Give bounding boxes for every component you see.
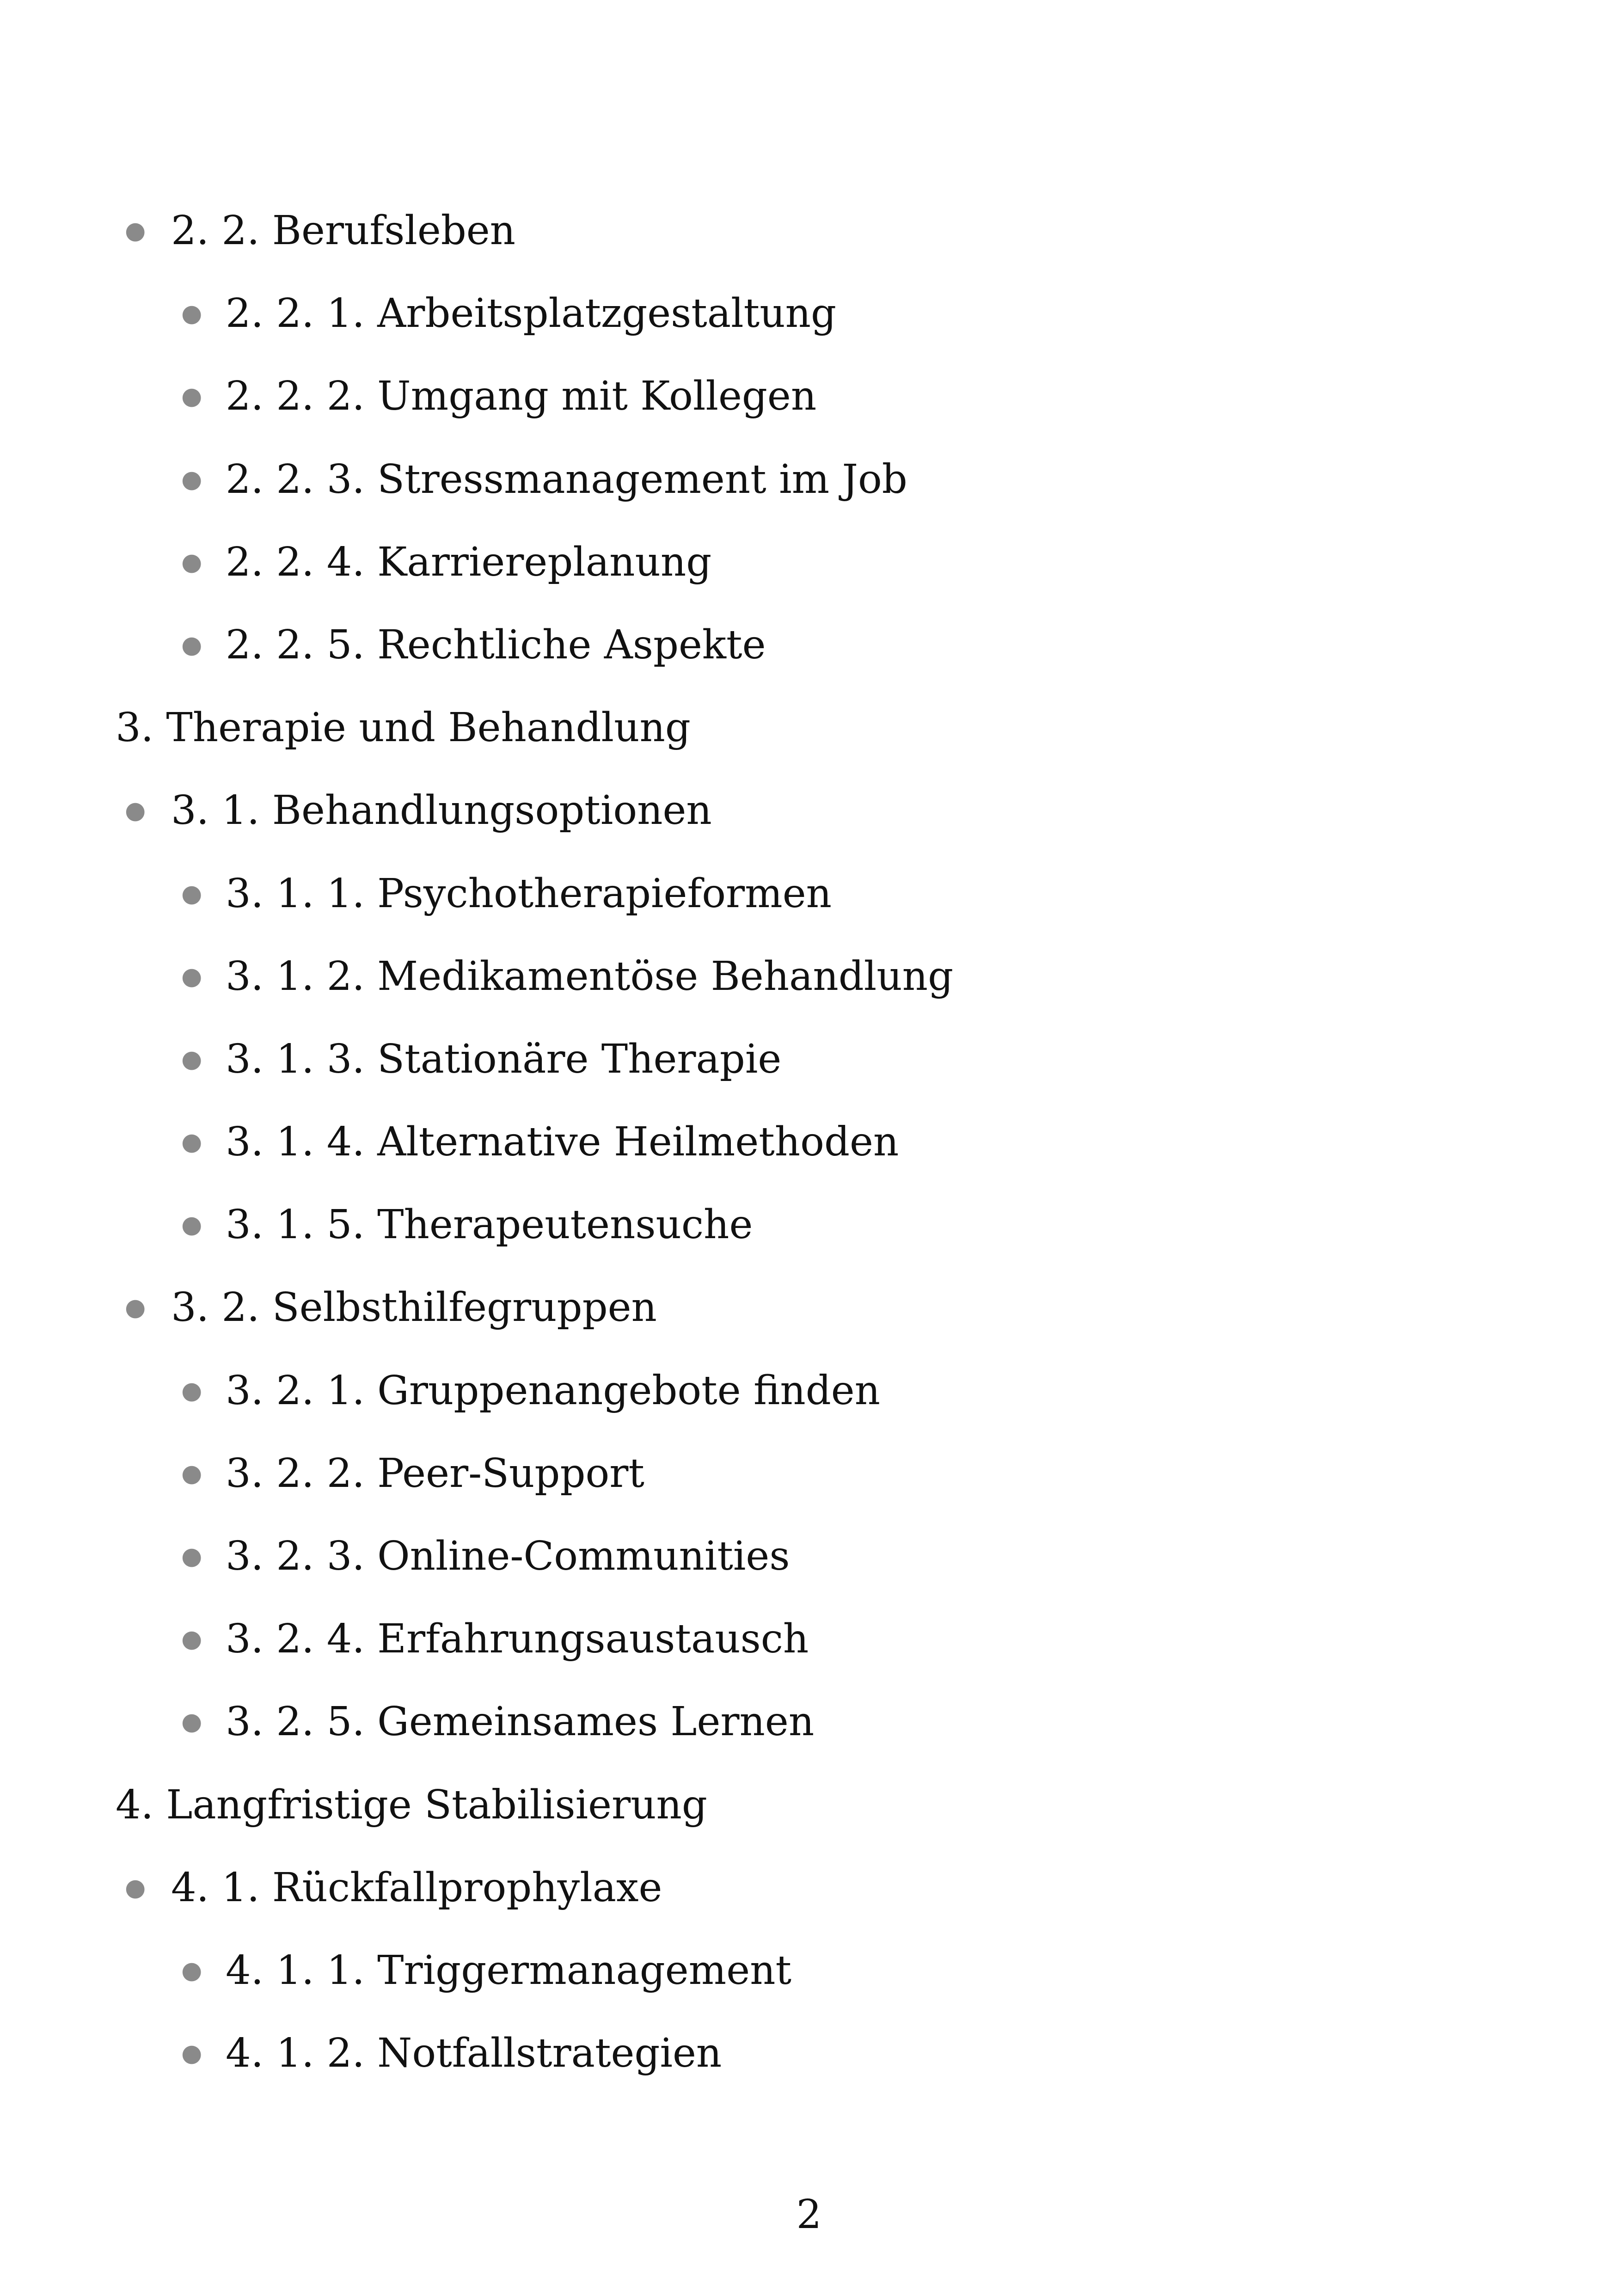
- toc-entry: [0, 1432, 1618, 1515]
- toc-entry: [0, 1929, 1618, 2012]
- bullet-icon: ●: [181, 631, 202, 659]
- bullet-icon: ●: [181, 962, 202, 990]
- bullet-icon: ●: [181, 879, 202, 908]
- toc-entry: [0, 769, 1618, 852]
- toc-entry: [0, 1598, 1618, 1681]
- bullet-icon: ●: [181, 300, 202, 328]
- bullet-icon: ●: [181, 1045, 202, 1073]
- toc-entry-label: 2. 2. Berufsleben: [171, 208, 516, 254]
- bullet-icon: ●: [181, 548, 202, 576]
- toc-entry-label: 3. 2. 4. Erfahrungsaustausch: [226, 1616, 809, 1663]
- bullet-icon: ●: [181, 1459, 202, 1487]
- toc-entry-label: 3. 1. 5. Therapeutensuche: [226, 1202, 753, 1248]
- toc-entry-label: 4. 1. Rückfallprophylaxe: [171, 1864, 662, 1911]
- toc-entry-label: 2. 2. 4. Karriereplanung: [226, 539, 712, 585]
- bullet-icon: ●: [181, 1625, 202, 1653]
- toc-entry: [0, 1847, 1618, 1929]
- bullet-icon: ●: [181, 1542, 202, 1570]
- toc-entry: [0, 1681, 1618, 1763]
- toc-entry-label: 3. 2. 5. Gemeinsames Lernen: [226, 1699, 815, 1745]
- toc-entry-label: 4. Langfristige Stabilisierung: [116, 1781, 707, 1828]
- toc-entry: [0, 1101, 1618, 1184]
- toc-entry-label: 3. 1. Behandlungsoptionen: [171, 787, 712, 834]
- bullet-icon: ●: [125, 797, 146, 825]
- toc-entry-label: 2. 2. 3. Stressmanagement im Job: [226, 456, 907, 503]
- bullet-icon: ●: [181, 2039, 202, 2068]
- toc-entry-label: 3. 2. Selbsthilfegruppen: [171, 1284, 657, 1331]
- table-of-contents: [0, 190, 1618, 2095]
- toc-entry: [0, 604, 1618, 687]
- toc-entry: [0, 272, 1618, 355]
- toc-entry-label: 3. Therapie und Behandlung: [116, 705, 691, 751]
- toc-chapter-heading: [0, 687, 1618, 769]
- toc-entry-label: 4. 1. 1. Triggermanagement: [226, 1947, 792, 1994]
- toc-entry-label: 2. 2. 2. Umgang mit Kollegen: [226, 373, 817, 420]
- toc-entry-label: 2. 2. 5. Rechtliche Aspekte: [226, 621, 766, 668]
- toc-entry-label: 3. 2. 3. Online-Communities: [226, 1533, 790, 1579]
- toc-entry-label: 3. 1. 2. Medikamentöse Behandlung: [226, 953, 954, 1000]
- bullet-icon: ●: [181, 382, 202, 411]
- bullet-icon: ●: [181, 465, 202, 493]
- bullet-icon: ●: [181, 1708, 202, 1736]
- toc-entry-label: 2. 2. 1. Arbeitsplatzgestaltung: [226, 290, 837, 337]
- page-number: 2: [796, 2192, 822, 2238]
- toc-entry: [0, 1350, 1618, 1432]
- toc-entry: [0, 1184, 1618, 1266]
- toc-entry-label: 3. 1. 3. Stationäre Therapie: [226, 1036, 782, 1082]
- bullet-icon: ●: [181, 1956, 202, 1984]
- toc-entry: [0, 190, 1618, 272]
- toc-entry-label: 3. 2. 1. Gruppenangebote finden: [226, 1367, 881, 1414]
- bullet-icon: ●: [181, 1211, 202, 1239]
- toc-entry: [0, 1018, 1618, 1101]
- toc-entry-label: 3. 1. 1. Psychotherapieformen: [226, 870, 832, 917]
- toc-entry: [0, 1266, 1618, 1349]
- bullet-icon: ●: [125, 217, 146, 245]
- toc-entry-label: 3. 1. 4. Alternative Heilmethoden: [226, 1119, 899, 1166]
- toc-entry: [0, 853, 1618, 935]
- toc-entry-label: 4. 1. 2. Notfallstrategien: [226, 2030, 722, 2077]
- bullet-icon: ●: [125, 1294, 146, 1322]
- bullet-icon: ●: [181, 1128, 202, 1156]
- toc-entry: [0, 2012, 1618, 2095]
- toc-chapter-heading: [0, 1764, 1618, 1847]
- toc-entry: [0, 521, 1618, 604]
- toc-entry: [0, 355, 1618, 438]
- toc-entry: [0, 1515, 1618, 1598]
- toc-entry: [0, 935, 1618, 1018]
- bullet-icon: ●: [125, 1873, 146, 1902]
- bullet-icon: ●: [181, 1376, 202, 1405]
- toc-entry: [0, 438, 1618, 521]
- toc-entry-label: 3. 2. 2. Peer-Support: [226, 1450, 644, 1497]
